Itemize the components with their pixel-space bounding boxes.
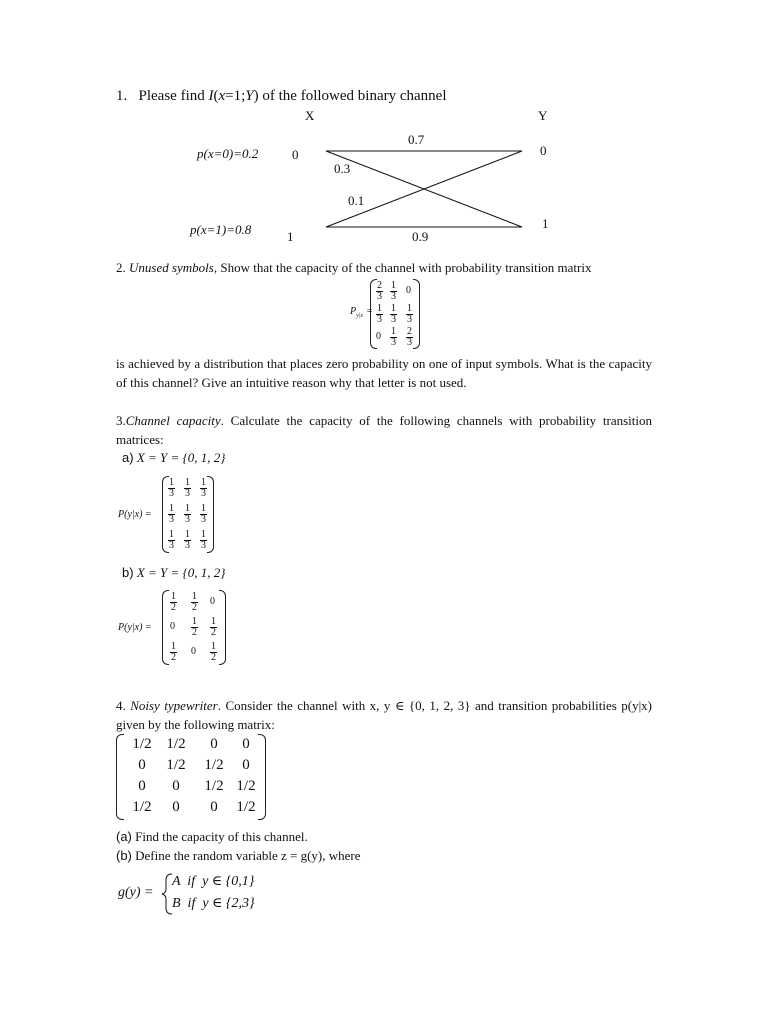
q1-label-p00: 0.7 bbox=[408, 132, 425, 147]
q2-cell-r2c2: $\frac{1}{3}$ bbox=[391, 303, 396, 325]
q3b-cell-r3c2: 0 bbox=[191, 646, 196, 657]
q2-cell-r1c2: $\frac{1}{3}$ bbox=[391, 280, 396, 302]
q1-title-paren: ( bbox=[213, 88, 219, 104]
q3b-label: b) bbox=[122, 565, 134, 580]
q4-part-b-label: (b) bbox=[116, 848, 132, 863]
q2-cell-r1c1: $\frac{2}{3}$ bbox=[377, 280, 382, 302]
q2-cell-r1c3: 0 bbox=[406, 285, 411, 296]
q1-output-0: 0 bbox=[540, 143, 547, 158]
q1-title-eq: =1; bbox=[225, 88, 246, 104]
q4-cell-r4c2: 0 bbox=[172, 799, 180, 815]
q1-label-p11: 0.9 bbox=[412, 229, 429, 244]
q2-lead-text: , Show that the capacity of the channel with probability transition matrix bbox=[213, 260, 592, 275]
q3a-cell-r2c3: $\frac{1}{3}$ bbox=[201, 503, 206, 525]
q4-cell-r4c3: 0 bbox=[210, 799, 218, 815]
q1-title-x: x bbox=[218, 88, 226, 104]
q2-matrix-sub: y|x bbox=[356, 313, 364, 319]
q4-part-b-text: Define the random variable z = g(y), where bbox=[131, 848, 361, 863]
q1-title-rest: ) of the followed binary channel bbox=[253, 88, 447, 104]
q1-title-Y: Y bbox=[245, 88, 254, 104]
q3b-cell-r1c2: $\frac{1}{2}$ bbox=[192, 591, 197, 613]
q3a-cell-r1c2: $\frac{1}{3}$ bbox=[185, 477, 190, 499]
q3b-cell-r2c3: $\frac{1}{2}$ bbox=[211, 616, 216, 638]
q2-matrix-P: P bbox=[350, 306, 357, 317]
q1-prob-x1: p(x=1)=0.8 bbox=[190, 222, 252, 237]
q1-input-1: 1 bbox=[287, 229, 294, 244]
q4-cell-r3c2: 0 bbox=[172, 778, 180, 794]
q2-cell-r2c3: $\frac{1}{3}$ bbox=[407, 303, 412, 325]
q3b-matrix-label: P(y|x) = bbox=[118, 622, 152, 633]
q2-cell-r3c1: 0 bbox=[376, 331, 381, 342]
q4-cell-r2c2: 1/2 bbox=[166, 757, 186, 773]
q3b-cell-r2c2: $\frac{1}{2}$ bbox=[192, 616, 197, 638]
q3a-label: a) bbox=[122, 450, 134, 465]
q4-cell-r1c1: 1/2 bbox=[132, 736, 152, 752]
q3b-set: X = Y = {0, 1, 2} bbox=[136, 565, 226, 580]
q1-output-1: 1 bbox=[542, 216, 549, 231]
q4-part-a-text: Find the capacity of this channel. bbox=[131, 829, 308, 844]
q4-cell-r2c4: 0 bbox=[242, 757, 250, 773]
q2-topic: Unused symbols bbox=[129, 260, 214, 275]
q4-g-case2: B if y ∈ {2,3} bbox=[172, 896, 255, 911]
q4-cell-r4c1: 1/2 bbox=[132, 799, 152, 815]
q3b-cell-r1c3: 0 bbox=[210, 596, 215, 607]
q3a-set: X = Y = {0, 1, 2} bbox=[136, 450, 226, 465]
q3-number: 3. bbox=[116, 413, 126, 428]
q4-cell-r1c4: 0 bbox=[242, 736, 250, 752]
q1-title-text: Please find bbox=[138, 88, 209, 104]
q2-matrix-label: $P_{y|x}$ = bbox=[350, 306, 373, 319]
q1-label-X: X bbox=[305, 108, 315, 123]
q4-cell-r3c3: 1/2 bbox=[204, 778, 224, 794]
q3a-cell-r3c3: $\frac{1}{3}$ bbox=[201, 529, 206, 551]
q2-body: is achieved by a distribution that places zero probability on one of input symbols. What is the capacity of this channel? Give an intuitive reason why that letter is not used. bbox=[116, 356, 652, 390]
q3a-cell-r1c1: $\frac{1}{3}$ bbox=[169, 477, 174, 499]
q4-g-case1: A if y ∈ {0,1} bbox=[172, 874, 255, 889]
q3-lead-text: . Calculate the capacity of the following channels with probability transition matrices: bbox=[116, 413, 652, 447]
q3b-cell-r3c1: $\frac{1}{2}$ bbox=[171, 641, 176, 663]
q2-cell-r2c1: $\frac{1}{3}$ bbox=[377, 303, 382, 325]
q4-lead-text: . Consider the channel with x, y ∈ {0, 1, 2, 3} and transition probabilities p(y|x) given by the following matrix: bbox=[116, 698, 653, 732]
q4-cell-r4c4: 1/2 bbox=[236, 799, 256, 815]
q3a-cell-r2c1: $\frac{1}{3}$ bbox=[169, 503, 174, 525]
q1-prob-x0: p(x=0)=0.2 bbox=[197, 146, 259, 161]
q3b-cell-r2c1: 0 bbox=[170, 621, 175, 632]
q2-number: 2. bbox=[116, 260, 129, 275]
q3a-cell-r3c2: $\frac{1}{3}$ bbox=[185, 529, 190, 551]
q3a-cell-r2c2: $\frac{1}{3}$ bbox=[185, 503, 190, 525]
q1-input-0: 0 bbox=[292, 147, 299, 162]
q2-cell-r3c3: $\frac{2}{3}$ bbox=[407, 326, 412, 348]
q4-cell-r1c2: 1/2 bbox=[166, 736, 186, 752]
q1-title-I: I bbox=[208, 88, 214, 104]
q4-cell-r2c1: 0 bbox=[138, 757, 146, 773]
q1-label-Y: Y bbox=[538, 108, 548, 123]
q2-cell-r3c2: $\frac{1}{3}$ bbox=[391, 326, 396, 348]
q1-label-p01: 0.3 bbox=[334, 161, 351, 176]
q4-cell-r3c4: 1/2 bbox=[236, 778, 256, 794]
q3-topic: Channel capacity bbox=[125, 413, 221, 428]
q3a-matrix-label: P(y|x) = bbox=[118, 509, 152, 520]
q3a-cell-r3c1: $\frac{1}{3}$ bbox=[169, 529, 174, 551]
q4-cell-r2c3: 1/2 bbox=[204, 757, 224, 773]
q1-number: 1. bbox=[116, 88, 128, 104]
q3a-cell-r1c3: $\frac{1}{3}$ bbox=[201, 477, 206, 499]
q4-cell-r3c1: 0 bbox=[138, 778, 146, 794]
q4-topic: Noisy typewriter bbox=[130, 698, 218, 713]
q1-label-p10: 0.1 bbox=[348, 193, 365, 208]
q4-cell-r1c3: 0 bbox=[210, 736, 218, 752]
q4-number: 4. bbox=[116, 698, 131, 713]
q3b-cell-r1c1: $\frac{1}{2}$ bbox=[171, 591, 176, 613]
q4-g-label: g(y) = bbox=[118, 885, 154, 900]
q3b-cell-r3c3: $\frac{1}{2}$ bbox=[211, 641, 216, 663]
q4-part-a-label: (a) bbox=[116, 829, 132, 844]
